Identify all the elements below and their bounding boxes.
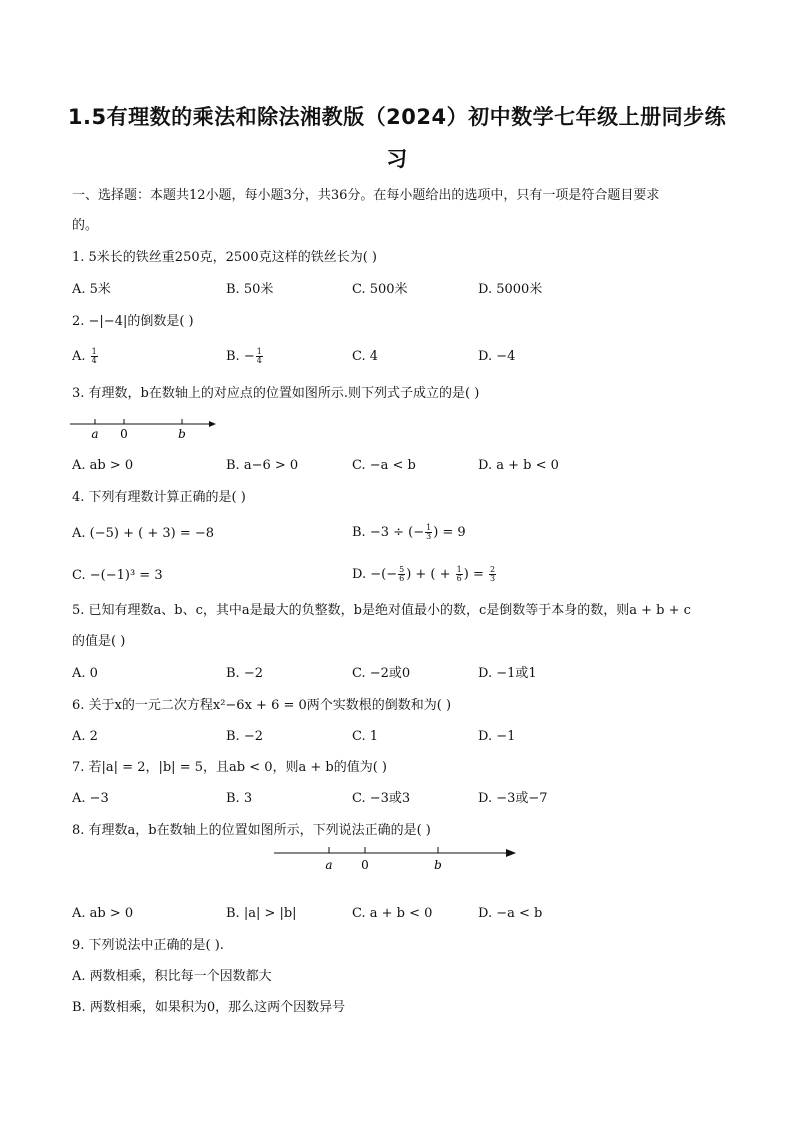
question-5-option-b[interactable]: B. −2 <box>226 666 263 681</box>
page-title-continued: 习 <box>386 147 408 171</box>
question-7-option-a[interactable]: A. −3 <box>72 791 109 806</box>
denominator: 4 <box>91 356 97 365</box>
question-2-option-a[interactable] <box>72 348 99 365</box>
numerator: 2 <box>489 565 496 574</box>
denominator: 3 <box>426 532 432 541</box>
question-8-option-c[interactable]: C. a + b < 0 <box>352 906 433 921</box>
fraction <box>91 348 98 365</box>
question-7-option-c[interactable]: C. −3或3 <box>352 791 411 806</box>
option-b-prefix: B. − <box>226 349 255 364</box>
question-8-option-b[interactable]: B. |a| > |b| <box>226 906 297 921</box>
numerator: 1 <box>426 523 432 532</box>
fraction <box>456 566 463 583</box>
option-a-prefix: A. <box>72 349 90 364</box>
section-instructions: 一、选择题：本题共12小题，每小题3分，共36分。在每小题给出的选项中，只有一项是符合题目要求 <box>72 188 660 203</box>
question-9-stem: 9. 下列说法中正确的是( ). <box>72 938 224 953</box>
arrow-head-icon <box>209 421 216 427</box>
denominator: 6 <box>399 574 405 583</box>
question-7-option-b[interactable]: B. 3 <box>226 791 253 806</box>
question-1-option-c[interactable]: C. 500米 <box>352 282 408 297</box>
question-5-option-c[interactable]: C. −2或0 <box>352 666 411 681</box>
question-4-option-a[interactable]: A. (−5) + ( + 3) = −8 <box>72 526 215 541</box>
question-1-stem: 1. 5米长的铁丝重250克，2500克这样的铁丝长为( ) <box>72 250 377 265</box>
question-5-option-a[interactable]: A. 0 <box>72 666 98 681</box>
numerator: 1 <box>456 565 462 574</box>
question-7-stem: 7. 若|a| = 2，|b| = 5，且ab < 0，则a + b的值为( ) <box>72 760 387 775</box>
question-4-option-c[interactable]: C. −(−1)³ = 3 <box>72 568 163 583</box>
question-6-option-b[interactable]: B. −2 <box>226 729 263 744</box>
question-5-option-d[interactable]: D. −1或1 <box>478 666 537 681</box>
question-6-option-c[interactable]: C. 1 <box>352 729 379 744</box>
question-1-option-a[interactable]: A. 5米 <box>72 282 111 297</box>
question-1-option-b[interactable]: B. 50米 <box>226 282 274 297</box>
question-8-number-line <box>272 843 522 875</box>
denominator: 4 <box>256 356 262 365</box>
label-a: a <box>91 427 99 441</box>
question-7-option-d[interactable]: D. −3或−7 <box>478 791 548 806</box>
fraction <box>425 524 432 541</box>
denominator: 3 <box>489 574 496 583</box>
option-text: ) + ( + <box>406 567 455 582</box>
question-4-option-b[interactable] <box>352 524 466 541</box>
option-text: D. −(− <box>352 567 398 582</box>
option-text: ) = <box>463 567 488 582</box>
question-3-option-a[interactable]: A. ab > 0 <box>72 458 134 473</box>
page-title: 1.5有理数的乘法和除法湘教版（2024）初中数学七年级上册同步练 <box>67 105 727 129</box>
question-8-option-a[interactable]: A. ab > 0 <box>72 906 134 921</box>
question-4-option-d[interactable] <box>352 566 497 583</box>
question-6-option-a[interactable]: A. 2 <box>72 729 98 744</box>
question-2-option-d[interactable]: D. −4 <box>478 349 516 364</box>
question-3-option-b[interactable]: B. a−6 > 0 <box>226 458 299 473</box>
question-2-option-c[interactable]: C. 4 <box>352 349 379 364</box>
section-instructions-continued: 的。 <box>72 218 99 233</box>
question-9-option-b[interactable]: B. 两数相乘，如果积为0，那么这两个因数异号 <box>72 1000 346 1015</box>
label-zero: 0 <box>120 427 128 441</box>
question-8-option-d[interactable]: D. −a < b <box>478 906 543 921</box>
question-3-option-c[interactable]: C. −a < b <box>352 458 416 473</box>
arrow-head-icon <box>506 849 516 857</box>
question-2-stem: 2. −|−4|的倒数是( ) <box>72 314 194 329</box>
fraction <box>489 566 496 583</box>
question-3-stem: 3. 有理数，b在数轴上的对应点的位置如图所示.则下列式子成立的是( ) <box>72 386 480 401</box>
question-8-stem: 8. 有理数a，b在数轴上的位置如图所示，下列说法正确的是( ) <box>72 823 431 838</box>
question-9-option-a[interactable]: A. 两数相乘，积比每一个因数都大 <box>72 969 272 984</box>
option-text: ) = 9 <box>433 525 466 540</box>
numerator: 5 <box>399 565 405 574</box>
question-3-number-line <box>68 414 224 444</box>
label-b: b <box>434 858 442 872</box>
option-text: B. −3 ÷ (− <box>352 525 425 540</box>
question-4-stem: 4. 下列有理数计算正确的是( ) <box>72 490 246 505</box>
question-1-option-d[interactable]: D. 5000米 <box>478 282 543 297</box>
fraction <box>256 348 263 365</box>
fraction <box>398 566 405 583</box>
label-zero: 0 <box>361 858 369 872</box>
question-5-stem: 5. 已知有理数a、b、c，其中a是最大的负整数，b是绝对值最小的数，c是倒数等于本身的数，则a + b + c <box>72 603 691 618</box>
label-b: b <box>178 427 186 441</box>
label-a: a <box>325 858 333 872</box>
question-2-option-b[interactable] <box>226 348 264 365</box>
question-6-option-d[interactable]: D. −1 <box>478 729 516 744</box>
question-3-option-d[interactable]: D. a + b < 0 <box>478 458 559 473</box>
question-6-stem: 6. 关于x的一元二次方程x²−6x + 6 = 0两个实数根的倒数和为( ) <box>72 698 452 713</box>
denominator: 6 <box>456 574 462 583</box>
numerator: 1 <box>256 347 262 356</box>
question-5-stem-continued: 的值是( ) <box>72 634 126 649</box>
numerator: 1 <box>91 347 97 356</box>
